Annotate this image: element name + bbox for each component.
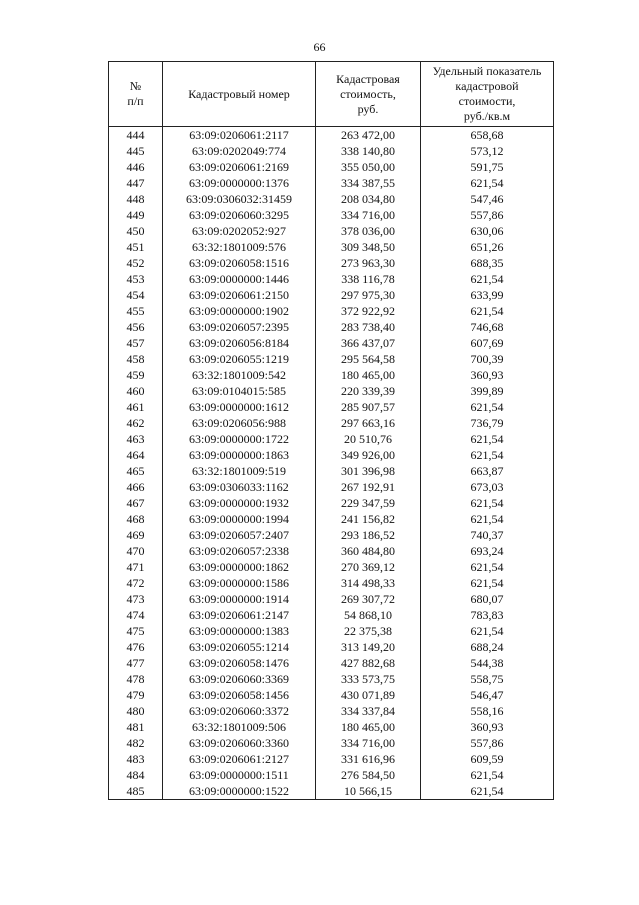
cell-number: 446 bbox=[109, 159, 163, 175]
table-row bbox=[109, 511, 554, 527]
cell-cadastral-cost: 285 907,57 bbox=[316, 399, 421, 415]
cell-specific-index: 621,54 bbox=[421, 575, 554, 591]
cell-cadastral-number: 63:09:0000000:1932 bbox=[163, 495, 316, 511]
cell-cadastral-number: 63:09:0206061:2147 bbox=[163, 607, 316, 623]
cell-cadastral-cost: 333 573,75 bbox=[316, 671, 421, 687]
cell-cadastral-cost: 208 034,80 bbox=[316, 191, 421, 207]
cell-cadastral-cost: 20 510,76 bbox=[316, 431, 421, 447]
cell-cadastral-number: 63:09:0202049:774 bbox=[163, 143, 316, 159]
table-row bbox=[109, 735, 554, 751]
cell-cadastral-number: 63:09:0000000:1994 bbox=[163, 511, 316, 527]
table-row bbox=[109, 287, 554, 303]
cell-number: 463 bbox=[109, 431, 163, 447]
cell-number: 451 bbox=[109, 239, 163, 255]
cell-cadastral-number: 63:09:0206058:1456 bbox=[163, 687, 316, 703]
cell-cadastral-cost: 270 369,12 bbox=[316, 559, 421, 575]
cell-number: 483 bbox=[109, 751, 163, 767]
table-row bbox=[109, 623, 554, 639]
cell-cadastral-cost: 334 716,00 bbox=[316, 735, 421, 751]
cell-number: 485 bbox=[109, 783, 163, 800]
table-row bbox=[109, 319, 554, 335]
cell-specific-index: 573,12 bbox=[421, 143, 554, 159]
cell-specific-index: 544,38 bbox=[421, 655, 554, 671]
cell-cadastral-cost: 334 387,55 bbox=[316, 175, 421, 191]
cell-cadastral-cost: 180 465,00 bbox=[316, 367, 421, 383]
cell-number: 454 bbox=[109, 287, 163, 303]
cell-specific-index: 558,16 bbox=[421, 703, 554, 719]
cell-cadastral-number: 63:09:0206058:1516 bbox=[163, 255, 316, 271]
cell-number: 478 bbox=[109, 671, 163, 687]
header-cadastral-number: Кадастровый номер bbox=[163, 62, 316, 127]
cell-specific-index: 621,54 bbox=[421, 767, 554, 783]
cell-cadastral-number: 63:09:0206055:1214 bbox=[163, 639, 316, 655]
cell-cadastral-cost: 267 192,91 bbox=[316, 479, 421, 495]
cell-number: 462 bbox=[109, 415, 163, 431]
cell-number: 476 bbox=[109, 639, 163, 655]
cell-cadastral-cost: 263 472,00 bbox=[316, 127, 421, 144]
table-row bbox=[109, 175, 554, 191]
cell-cadastral-number: 63:09:0306032:31459 bbox=[163, 191, 316, 207]
table-row bbox=[109, 239, 554, 255]
cell-number: 453 bbox=[109, 271, 163, 287]
header-specific-index: Удельный показатель кадастровой стоимости, руб./кв.м bbox=[421, 62, 554, 127]
cell-cadastral-number: 63:09:0206060:3372 bbox=[163, 703, 316, 719]
cell-cadastral-cost: 295 564,58 bbox=[316, 351, 421, 367]
cell-cadastral-number: 63:09:0206060:3369 bbox=[163, 671, 316, 687]
cell-number: 471 bbox=[109, 559, 163, 575]
table-row bbox=[109, 655, 554, 671]
table-row bbox=[109, 479, 554, 495]
table-row bbox=[109, 431, 554, 447]
cell-cadastral-cost: 220 339,39 bbox=[316, 383, 421, 399]
cell-cadastral-number: 63:09:0306033:1162 bbox=[163, 479, 316, 495]
table-row bbox=[109, 687, 554, 703]
table-row bbox=[109, 383, 554, 399]
cell-specific-index: 736,79 bbox=[421, 415, 554, 431]
cell-cadastral-cost: 241 156,82 bbox=[316, 511, 421, 527]
cell-specific-index: 621,54 bbox=[421, 303, 554, 319]
cell-cadastral-number: 63:09:0206057:2338 bbox=[163, 543, 316, 559]
table-row bbox=[109, 575, 554, 591]
cell-number: 474 bbox=[109, 607, 163, 623]
table-header bbox=[109, 62, 554, 127]
cell-specific-index: 399,89 bbox=[421, 383, 554, 399]
cell-specific-index: 700,39 bbox=[421, 351, 554, 367]
cell-cadastral-cost: 349 926,00 bbox=[316, 447, 421, 463]
cell-specific-index: 673,03 bbox=[421, 479, 554, 495]
cell-specific-index: 609,59 bbox=[421, 751, 554, 767]
cell-cadastral-cost: 313 149,20 bbox=[316, 639, 421, 655]
cell-number: 447 bbox=[109, 175, 163, 191]
page-number: 66 bbox=[313, 40, 326, 54]
cell-cadastral-cost: 229 347,59 bbox=[316, 495, 421, 511]
cell-cadastral-number: 63:09:0206060:3295 bbox=[163, 207, 316, 223]
cell-cadastral-cost: 372 922,92 bbox=[316, 303, 421, 319]
cell-specific-index: 688,24 bbox=[421, 639, 554, 655]
cell-number: 473 bbox=[109, 591, 163, 607]
cell-number: 482 bbox=[109, 735, 163, 751]
cell-cadastral-number: 63:09:0000000:1376 bbox=[163, 175, 316, 191]
table-row bbox=[109, 415, 554, 431]
cell-cadastral-cost: 309 348,50 bbox=[316, 239, 421, 255]
cell-cadastral-cost: 355 050,00 bbox=[316, 159, 421, 175]
cell-cadastral-cost: 334 337,84 bbox=[316, 703, 421, 719]
cell-cadastral-cost: 297 975,30 bbox=[316, 287, 421, 303]
cell-number: 472 bbox=[109, 575, 163, 591]
table-row bbox=[109, 143, 554, 159]
cell-cadastral-cost: 54 868,10 bbox=[316, 607, 421, 623]
table-row bbox=[109, 671, 554, 687]
table-row bbox=[109, 495, 554, 511]
table-row bbox=[109, 399, 554, 415]
cell-cadastral-number: 63:09:0000000:1722 bbox=[163, 431, 316, 447]
cell-number: 464 bbox=[109, 447, 163, 463]
cell-cadastral-number: 63:09:0000000:1863 bbox=[163, 447, 316, 463]
cell-cadastral-number: 63:09:0000000:1383 bbox=[163, 623, 316, 639]
cadastral-table bbox=[108, 61, 554, 800]
cell-cadastral-number: 63:09:0104015:585 bbox=[163, 383, 316, 399]
table-row bbox=[109, 223, 554, 239]
cell-number: 455 bbox=[109, 303, 163, 319]
cell-specific-index: 680,07 bbox=[421, 591, 554, 607]
cell-specific-index: 621,54 bbox=[421, 783, 554, 800]
table-body bbox=[109, 127, 554, 800]
cell-number: 449 bbox=[109, 207, 163, 223]
cell-specific-index: 557,86 bbox=[421, 735, 554, 751]
cell-cadastral-number: 63:09:0000000:1914 bbox=[163, 591, 316, 607]
cell-number: 457 bbox=[109, 335, 163, 351]
cell-cadastral-cost: 427 882,68 bbox=[316, 655, 421, 671]
cell-specific-index: 621,54 bbox=[421, 559, 554, 575]
cell-specific-index: 746,68 bbox=[421, 319, 554, 335]
table-row bbox=[109, 255, 554, 271]
cell-specific-index: 621,54 bbox=[421, 447, 554, 463]
cell-cadastral-number: 63:32:1801009:542 bbox=[163, 367, 316, 383]
cell-cadastral-cost: 331 616,96 bbox=[316, 751, 421, 767]
cell-cadastral-cost: 378 036,00 bbox=[316, 223, 421, 239]
cell-number: 475 bbox=[109, 623, 163, 639]
cell-specific-index: 607,69 bbox=[421, 335, 554, 351]
cell-number: 448 bbox=[109, 191, 163, 207]
cell-cadastral-number: 63:09:0206056:8184 bbox=[163, 335, 316, 351]
cell-specific-index: 621,54 bbox=[421, 431, 554, 447]
cell-specific-index: 658,68 bbox=[421, 127, 554, 144]
cell-specific-index: 621,54 bbox=[421, 175, 554, 191]
cell-number: 456 bbox=[109, 319, 163, 335]
cell-number: 458 bbox=[109, 351, 163, 367]
cell-cadastral-cost: 334 716,00 bbox=[316, 207, 421, 223]
cell-cadastral-cost: 338 116,78 bbox=[316, 271, 421, 287]
cell-specific-index: 663,87 bbox=[421, 463, 554, 479]
cell-cadastral-cost: 366 437,07 bbox=[316, 335, 421, 351]
cell-cadastral-cost: 430 071,89 bbox=[316, 687, 421, 703]
cell-number: 481 bbox=[109, 719, 163, 735]
cell-number: 445 bbox=[109, 143, 163, 159]
cell-number: 480 bbox=[109, 703, 163, 719]
cell-cadastral-number: 63:09:0000000:1862 bbox=[163, 559, 316, 575]
table-row bbox=[109, 559, 554, 575]
table-row bbox=[109, 543, 554, 559]
cell-cadastral-cost: 10 566,15 bbox=[316, 783, 421, 800]
cell-specific-index: 651,26 bbox=[421, 239, 554, 255]
cell-cadastral-cost: 338 140,80 bbox=[316, 143, 421, 159]
cell-cadastral-number: 63:32:1801009:506 bbox=[163, 719, 316, 735]
cell-specific-index: 621,54 bbox=[421, 623, 554, 639]
cell-cadastral-cost: 276 584,50 bbox=[316, 767, 421, 783]
table-row bbox=[109, 447, 554, 463]
cell-specific-index: 621,54 bbox=[421, 271, 554, 287]
cell-cadastral-number: 63:09:0000000:1446 bbox=[163, 271, 316, 287]
cell-cadastral-number: 63:09:0206061:2127 bbox=[163, 751, 316, 767]
table-row bbox=[109, 351, 554, 367]
cell-number: 466 bbox=[109, 479, 163, 495]
header-cadastral-cost: Кадастровая стоимость, руб. bbox=[316, 62, 421, 127]
cell-number: 470 bbox=[109, 543, 163, 559]
cell-specific-index: 783,83 bbox=[421, 607, 554, 623]
table-row bbox=[109, 271, 554, 287]
cell-number: 469 bbox=[109, 527, 163, 543]
cell-specific-index: 360,93 bbox=[421, 719, 554, 735]
cell-specific-index: 557,86 bbox=[421, 207, 554, 223]
table-row bbox=[109, 335, 554, 351]
cell-cadastral-number: 63:09:0206058:1476 bbox=[163, 655, 316, 671]
cell-number: 479 bbox=[109, 687, 163, 703]
cell-cadastral-cost: 269 307,72 bbox=[316, 591, 421, 607]
cell-specific-index: 547,46 bbox=[421, 191, 554, 207]
table-row bbox=[109, 127, 554, 144]
cell-specific-index: 360,93 bbox=[421, 367, 554, 383]
table-row bbox=[109, 703, 554, 719]
cell-specific-index: 740,37 bbox=[421, 527, 554, 543]
cell-number: 484 bbox=[109, 767, 163, 783]
cell-cadastral-cost: 293 186,52 bbox=[316, 527, 421, 543]
cell-cadastral-number: 63:09:0206055:1219 bbox=[163, 351, 316, 367]
cell-specific-index: 546,47 bbox=[421, 687, 554, 703]
cell-number: 450 bbox=[109, 223, 163, 239]
table-row bbox=[109, 607, 554, 623]
table-row bbox=[109, 751, 554, 767]
cell-specific-index: 693,24 bbox=[421, 543, 554, 559]
cell-cadastral-number: 63:32:1801009:576 bbox=[163, 239, 316, 255]
cell-cadastral-cost: 360 484,80 bbox=[316, 543, 421, 559]
table-row bbox=[109, 639, 554, 655]
cell-specific-index: 591,75 bbox=[421, 159, 554, 175]
table-row bbox=[109, 767, 554, 783]
table-row bbox=[109, 527, 554, 543]
cell-cadastral-cost: 22 375,38 bbox=[316, 623, 421, 639]
cell-number: 468 bbox=[109, 511, 163, 527]
cell-specific-index: 633,99 bbox=[421, 287, 554, 303]
cell-number: 467 bbox=[109, 495, 163, 511]
cell-number: 459 bbox=[109, 367, 163, 383]
cell-specific-index: 621,54 bbox=[421, 399, 554, 415]
cell-number: 452 bbox=[109, 255, 163, 271]
cell-cadastral-number: 63:09:0206060:3360 bbox=[163, 735, 316, 751]
cell-number: 477 bbox=[109, 655, 163, 671]
cell-cadastral-number: 63:09:0206061:2150 bbox=[163, 287, 316, 303]
cell-cadastral-cost: 301 396,98 bbox=[316, 463, 421, 479]
cell-number: 444 bbox=[109, 127, 163, 144]
table-row bbox=[109, 367, 554, 383]
table-row bbox=[109, 303, 554, 319]
cell-cadastral-number: 63:09:0206061:2117 bbox=[163, 127, 316, 144]
cell-cadastral-number: 63:09:0000000:1586 bbox=[163, 575, 316, 591]
cell-cadastral-number: 63:09:0206057:2395 bbox=[163, 319, 316, 335]
table-row bbox=[109, 159, 554, 175]
cell-number: 460 bbox=[109, 383, 163, 399]
cell-cadastral-number: 63:32:1801009:519 bbox=[163, 463, 316, 479]
table-row bbox=[109, 191, 554, 207]
table-row bbox=[109, 783, 554, 800]
cell-cadastral-number: 63:09:0202052:927 bbox=[163, 223, 316, 239]
table-row bbox=[109, 719, 554, 735]
table-row bbox=[109, 463, 554, 479]
cell-cadastral-number: 63:09:0206057:2407 bbox=[163, 527, 316, 543]
cell-specific-index: 558,75 bbox=[421, 671, 554, 687]
table-row bbox=[109, 591, 554, 607]
header-number: № п/п bbox=[109, 62, 163, 127]
cell-cadastral-number: 63:09:0206056:988 bbox=[163, 415, 316, 431]
header-row bbox=[109, 62, 554, 127]
cell-cadastral-cost: 314 498,33 bbox=[316, 575, 421, 591]
cell-number: 461 bbox=[109, 399, 163, 415]
cell-cadastral-number: 63:09:0000000:1612 bbox=[163, 399, 316, 415]
cell-specific-index: 621,54 bbox=[421, 511, 554, 527]
cell-specific-index: 630,06 bbox=[421, 223, 554, 239]
cell-cadastral-cost: 283 738,40 bbox=[316, 319, 421, 335]
cell-cadastral-cost: 273 963,30 bbox=[316, 255, 421, 271]
cell-cadastral-number: 63:09:0000000:1522 bbox=[163, 783, 316, 800]
cell-cadastral-number: 63:09:0000000:1902 bbox=[163, 303, 316, 319]
cell-number: 465 bbox=[109, 463, 163, 479]
table-row bbox=[109, 207, 554, 223]
cell-cadastral-cost: 297 663,16 bbox=[316, 415, 421, 431]
cell-cadastral-number: 63:09:0000000:1511 bbox=[163, 767, 316, 783]
cell-specific-index: 621,54 bbox=[421, 495, 554, 511]
cell-cadastral-number: 63:09:0206061:2169 bbox=[163, 159, 316, 175]
cell-cadastral-cost: 180 465,00 bbox=[316, 719, 421, 735]
cell-specific-index: 688,35 bbox=[421, 255, 554, 271]
